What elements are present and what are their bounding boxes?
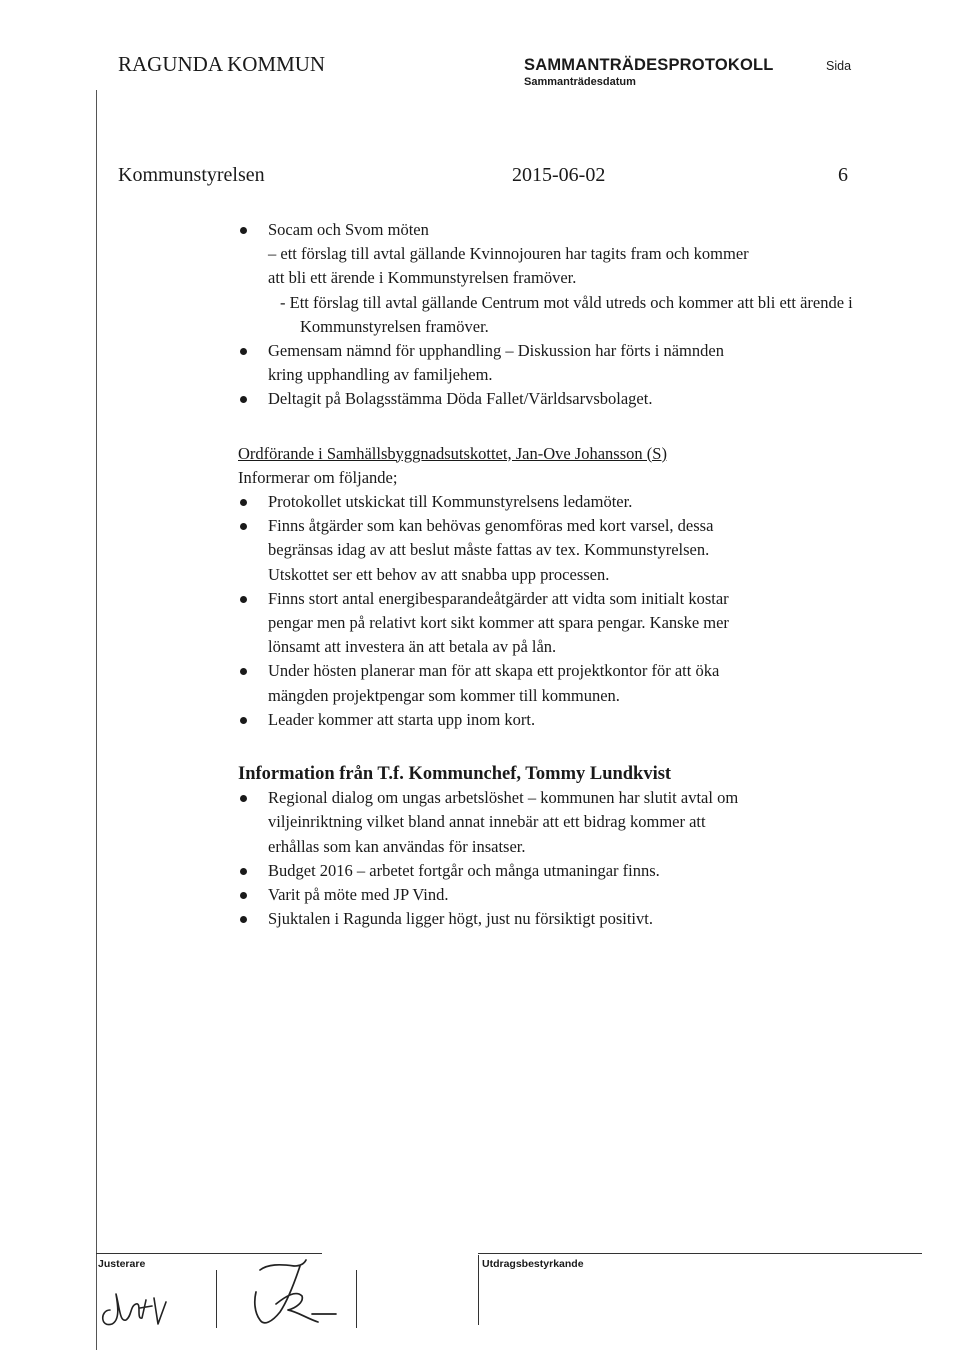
list-item-text: Utskottet ser ett behov av att snabba upp processen. [268, 564, 610, 584]
footer-divider [478, 1255, 479, 1325]
list-item-text: erhållas som kan användas för insatser. [268, 836, 526, 856]
list-item: Varit på möte med JP Vind. [238, 883, 858, 907]
section-heading: Ordförande i Samhällsbyggnadsutskottet, Jan-Ove Johansson (S) [238, 443, 667, 463]
list-item-text: – ett förslag till avtal gällande Kvinnojouren har tagits fram och kommer [268, 244, 749, 264]
meeting-date-label: Sammanträdesdatum [524, 76, 636, 88]
list-item-text: kring upphandling av familjehem. [268, 365, 493, 385]
sub-item: - Ett förslag till avtal gällande Centrum mot våld utreds och kommer att bli ett ärende i Kommunstyrelsen framöver. [280, 292, 853, 336]
list-item: Deltagit på Bolagsstämma Döda Fallet/Världsarvsbolaget. [238, 387, 858, 411]
section-intro: Informerar om följande; [238, 467, 398, 487]
list-item: Leader kommer att starta upp inom kort. [238, 708, 858, 732]
justerare-label: Justerare [98, 1258, 146, 1270]
list-item-text: pengar men på relativt kort sikt kommer att spara pengar. Kanske mer [268, 613, 729, 633]
list-item: Gemensam nämnd för upphandling – Diskussion har förts i nämnden [238, 339, 858, 363]
page-number: 6 [838, 164, 848, 186]
footer-divider [216, 1270, 217, 1328]
footer-rule-right [478, 1253, 922, 1254]
list-item: Sjuktalen i Ragunda ligger högt, just nu försiktigt positivt. [238, 907, 858, 931]
list-item-text: lönsamt att investera än att betala av på lån. [268, 637, 557, 657]
list-item: Protokollet utskickat till Kommunstyrelsens ledamöter. [238, 490, 858, 514]
footer-rule-left [96, 1253, 322, 1254]
left-margin-line [96, 90, 97, 1350]
page-label: Sida [826, 59, 852, 73]
list-item-text: begränsas idag av att beslut måste fattas av tex. Kommunstyrelsen. [268, 540, 710, 560]
list-item: Budget 2016 – arbetet fortgår och många utmaningar finns. [238, 859, 858, 883]
committee-name: Kommunstyrelsen [118, 164, 265, 186]
meeting-date: 2015-06-02 [512, 164, 606, 186]
footer-divider [356, 1270, 357, 1328]
document-type: SAMMANTRÄDESPROTOKOLL [524, 56, 774, 74]
list-item: Socam och Svom möten [238, 218, 858, 242]
list-item: Finns stort antal energibesparandeåtgärder att vidta som initialt kostar [238, 587, 858, 611]
list-item: Finns åtgärder som kan behövas genomföras med kort varsel, dessa [238, 514, 858, 538]
organization-name: RAGUNDA KOMMUN [118, 52, 326, 76]
utdrag-label: Utdragsbestyrkande [482, 1258, 584, 1270]
list-item-text: viljeinriktning vilket bland annat innebär att ett bidrag kommer att [268, 812, 706, 832]
list-item-text: att bli ett ärende i Kommunstyrelsen framöver. [268, 268, 577, 288]
section-heading: Information från T.f. Kommunchef, Tommy Lundkvist [238, 764, 672, 785]
list-item: Under hösten planerar man för att skapa ett projektkontor för att öka [238, 659, 858, 683]
list-item: Regional dialog om ungas arbetslöshet – kommunen har slutit avtal om [238, 786, 858, 810]
signature-initials-1 [96, 1280, 180, 1332]
signature-initials-2 [240, 1256, 350, 1340]
protocol-body [238, 218, 858, 931]
list-item-text: mängden projektpengar som kommer till kommunen. [268, 685, 620, 705]
